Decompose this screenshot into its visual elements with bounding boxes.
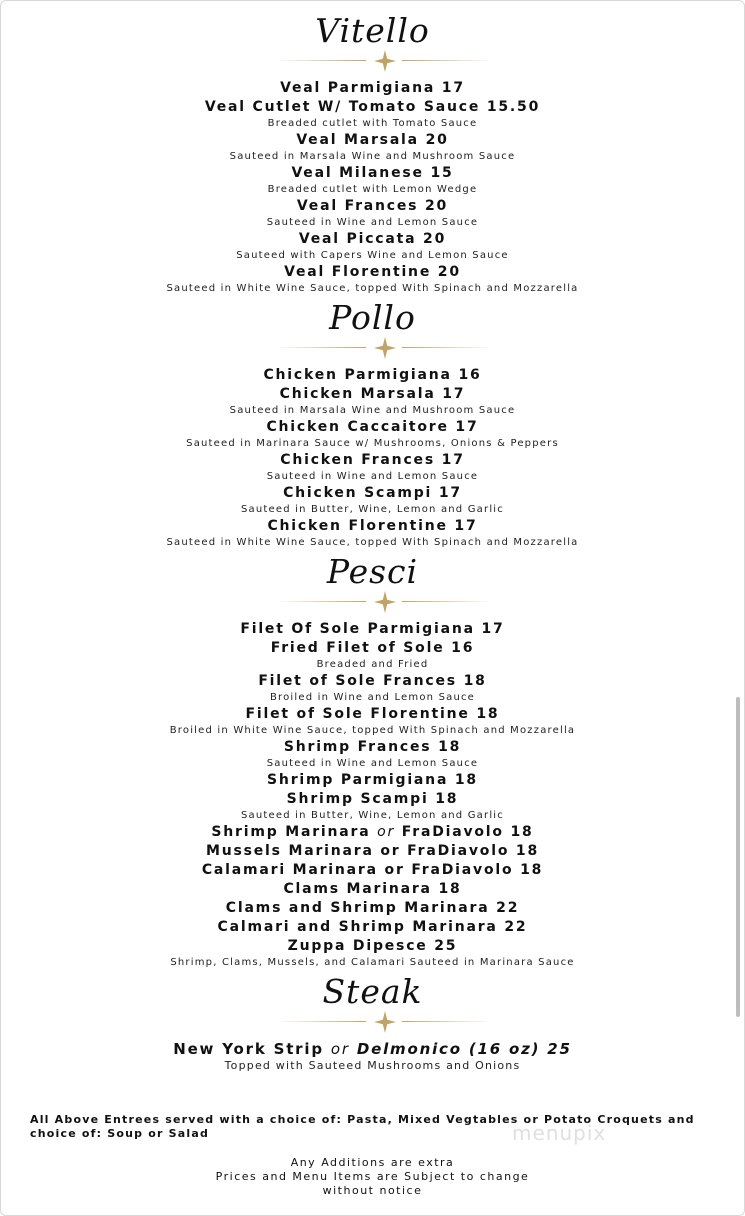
menu-item-name: Shrimp Parmigiana 18 (267, 772, 478, 788)
footer-notes (0, 1156, 745, 1198)
menu-item-name: Clams and Shrimp Marinara 22 (225, 900, 520, 916)
menu-item-name: Veal Piccata 20 (298, 231, 447, 247)
menu-item-description: Shrimp, Clams, Mussels, and Calamari Sauteed in Marinara Sauce (170, 957, 575, 968)
star-ornament-icon (374, 337, 396, 359)
menu-item-name-part: Shrimp Marinara (211, 824, 371, 840)
menu-item-name: Veal Parmigiana 17 (280, 80, 465, 96)
section-title-vitello: Vitello (315, 11, 430, 50)
menu-item-description: Topped with Sauteed Mushrooms and Onions (224, 1059, 521, 1072)
menu-item-name: Chicken Florentine 17 (267, 518, 478, 534)
menu-item-description: Sauteed in Marsala Wine and Mushroom Sauce (229, 405, 516, 416)
menu-item-name: Filet of Sole Frances 18 (258, 673, 487, 689)
menu-item-name (0, 824, 745, 841)
menu-item-description: Sauteed in White Wine Sauce, topped With Spinach and Mozzarella (166, 537, 579, 548)
menu-item-name: Mussels Marinara or FraDiavolo 18 (206, 843, 539, 859)
section-divider-ornament (0, 1011, 745, 1033)
menu-item-description: Sauteed in Marsala Wine and Mushroom Sauce (229, 151, 516, 162)
menu-item-name-part: Delmonico (16 oz) 25 (356, 1040, 572, 1058)
scrollbar[interactable] (736, 697, 740, 1017)
menu-item-name: Fried Filet of Sole 16 (270, 640, 475, 656)
menu-item-name: Shrimp Frances 18 (283, 739, 462, 755)
menu-item-name: Chicken Parmigiana 16 (263, 367, 482, 383)
star-ornament-icon (374, 50, 396, 72)
menu-item-name: Chicken Marsala 17 (279, 386, 466, 402)
menu-item-name (0, 1041, 745, 1058)
menupix-watermark: menupix (512, 1121, 607, 1145)
menu-item-name: Chicken Scampi 17 (283, 485, 462, 501)
menu-item-name: Clams Marinara 18 (283, 881, 462, 897)
menu-item-name: Veal Frances 20 (296, 198, 449, 214)
menu-item-description: Broiled in Wine and Lemon Sauce (269, 692, 476, 703)
menu-item-name: Chicken Frances 17 (280, 452, 465, 468)
menu-item-description: Sauteed in Marinara Sauce w/ Mushrooms, Onions & Peppers (186, 438, 559, 449)
menu-item-description: Breaded cutlet with Tomato Sauce (267, 118, 478, 129)
menu-item-description: Broiled in White Wine Sauce, topped With Spinach and Mozzarella (169, 725, 576, 736)
menu-item-name: Calamari Marinara or FraDiavolo 18 (201, 862, 544, 878)
menu-item-name: Veal Milanese 15 (291, 165, 454, 181)
menu-item-name: Shrimp Scampi 18 (286, 791, 459, 807)
section-divider-ornament (0, 591, 745, 613)
menu-item-description: Breaded cutlet with Lemon Wedge (267, 184, 478, 195)
or-connector: or (377, 824, 396, 840)
menu-item-name: Calmari and Shrimp Marinara 22 (217, 919, 528, 935)
menu-item-description: Sauteed in Wine and Lemon Sauce (266, 471, 479, 482)
menu-item-name: Filet Of Sole Parmigiana 17 (240, 621, 505, 637)
section-divider-ornament (0, 337, 745, 359)
menu-item-description: Sauteed with Capers Wine and Lemon Sauce (236, 250, 509, 261)
menu-item-description: Sauteed in Wine and Lemon Sauce (266, 758, 479, 769)
menu-item-description: Sauteed in Butter, Wine, Lemon and Garlic (241, 504, 504, 515)
menu-item-description: Sauteed in Wine and Lemon Sauce (266, 217, 479, 228)
section-title-pesci: Pesci (326, 552, 419, 591)
or-connector: or (330, 1040, 350, 1058)
menu-item-name-part: FraDiavolo 18 (401, 824, 534, 840)
menu-item-description: Sauteed in Butter, Wine, Lemon and Garlic (241, 810, 504, 821)
section-divider-ornament (0, 50, 745, 72)
menu-item-name-part: New York Strip (173, 1040, 324, 1058)
menu-item-name: Zuppa Dipesce 25 (287, 938, 458, 954)
menu-item-name: Veal Florentine 20 (284, 264, 461, 280)
menu-item-name: Filet of Sole Florentine 18 (245, 706, 500, 722)
star-ornament-icon (374, 591, 396, 613)
menu-item-name: Veal Marsala 20 (296, 132, 449, 148)
entree-choice-note: All Above Entrees served with a choice of: Pasta, Mixed Vegtables or Potato Croquets and choice of: Soup or Salad (30, 1113, 695, 1140)
section-title-pollo: Pollo (329, 298, 416, 337)
menu-item-name: Chicken Caccaitore 17 (266, 419, 479, 435)
menu-item-description: Sauteed in White Wine Sauce, topped With Spinach and Mozzarella (166, 283, 579, 294)
footer-note-line: Prices and Menu Items are Subject to change (215, 1170, 530, 1183)
section-title-steak: Steak (322, 972, 423, 1011)
footer-note-line: without notice (322, 1184, 423, 1197)
footer-note-line: Any Additions are extra (290, 1156, 455, 1169)
menu-item-description: Breaded and Fried (316, 659, 429, 670)
menu-item-name: Veal Cutlet W/ Tomato Sauce 15.50 (204, 99, 541, 115)
star-ornament-icon (374, 1011, 396, 1033)
